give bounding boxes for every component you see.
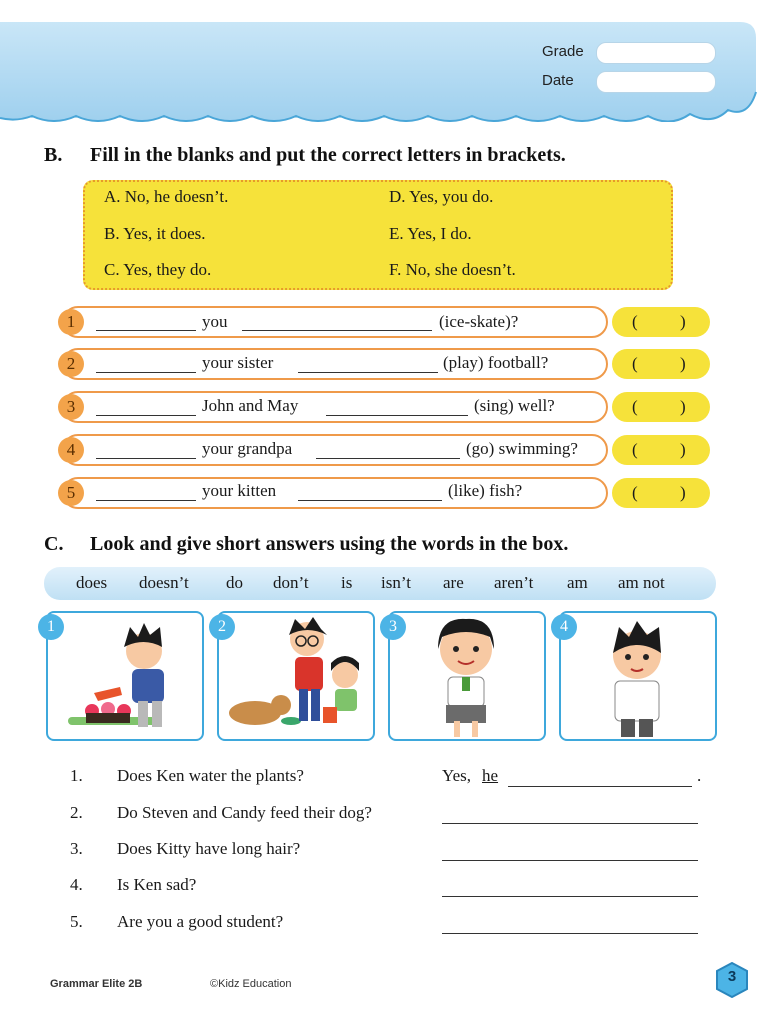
question-1-subject: you	[202, 312, 228, 331]
question-row-1	[62, 306, 608, 338]
girl-short-hair-illustration	[390, 613, 544, 739]
page-number: 3	[727, 968, 737, 985]
option-e: E. Yes, I do.	[389, 224, 472, 243]
bracket-open-4: (	[632, 440, 638, 459]
word-bank-item: am	[567, 573, 588, 592]
c-question-3-text: Does Kitty have long hair?	[117, 839, 301, 858]
c-question-number-3: 3.	[70, 839, 83, 858]
word-bank-item: are	[443, 573, 464, 592]
c-question-4-text: Is Ken sad?	[117, 875, 197, 894]
question-number-3: 3	[58, 394, 84, 420]
c-question-2-text: Do Steven and Candy feed their dog?	[117, 803, 372, 822]
question-number-4: 4	[58, 437, 84, 463]
bracket-close-3: )	[680, 397, 686, 416]
picture-frame-3	[388, 611, 546, 741]
word-bank-item: do	[226, 573, 243, 592]
bracket-close-1: )	[680, 312, 686, 331]
picture-number-1: 1	[38, 614, 64, 640]
question-3-hint: (sing) well?	[474, 396, 555, 415]
word-bank-item: is	[341, 573, 353, 592]
bracket-open-5: (	[632, 483, 638, 502]
bracket-close-5: )	[680, 483, 686, 502]
footer-copyright: ©Kidz Education	[210, 978, 292, 990]
c-answer-line-2[interactable]	[442, 823, 698, 824]
question-3-subject: John and May	[202, 396, 299, 415]
children-feeding-dog-illustration	[219, 613, 373, 739]
c-answer-1-prefix: Yes,	[442, 766, 471, 785]
date-field[interactable]	[596, 71, 716, 93]
blank-2b[interactable]	[298, 372, 438, 373]
picture-number-3: 3	[380, 614, 406, 640]
grade-field[interactable]	[596, 42, 716, 64]
option-b: B. Yes, it does.	[104, 224, 206, 243]
c-answer-line-1[interactable]	[508, 786, 692, 787]
picture-frame-1	[46, 611, 204, 741]
c-question-number-4: 4.	[70, 875, 83, 894]
bracket-open-3: (	[632, 397, 638, 416]
blank-3a[interactable]	[96, 415, 196, 416]
c-question-number-5: 5.	[70, 912, 83, 931]
question-2-subject: your sister	[202, 353, 274, 372]
option-f: F. No, she doesn’t.	[389, 260, 516, 279]
question-4-subject: your grandpa	[202, 439, 293, 458]
c-question-1-text: Does Ken water the plants?	[117, 766, 304, 785]
c-answer-1-end: .	[697, 766, 702, 785]
boy-watering-plants-illustration	[48, 613, 202, 739]
grade-label: Grade	[542, 43, 584, 60]
question-number-5: 5	[58, 480, 84, 506]
bracket-open-1: (	[632, 312, 638, 331]
picture-number-4: 4	[551, 614, 577, 640]
date-label: Date	[542, 72, 574, 89]
word-bank-item: aren’t	[494, 573, 534, 592]
answer-bracket-5[interactable]	[612, 478, 710, 508]
answer-bracket-4[interactable]	[612, 435, 710, 465]
question-number-1: 1	[58, 309, 84, 335]
blank-1b[interactable]	[242, 330, 432, 331]
question-5-subject: your kitten	[202, 481, 277, 500]
answer-bracket-1[interactable]	[612, 307, 710, 337]
option-c: C. Yes, they do.	[104, 260, 212, 279]
section-c-letter: C.	[44, 533, 64, 555]
bracket-close-4: )	[680, 440, 686, 459]
section-b-title: Fill in the blanks and put the correct letters in brackets.	[90, 144, 566, 166]
blank-4a[interactable]	[96, 458, 196, 459]
bracket-open-2: (	[632, 354, 638, 373]
answer-bracket-2[interactable]	[612, 349, 710, 379]
word-bank-item: does	[76, 573, 108, 592]
blank-3b[interactable]	[326, 415, 468, 416]
section-c-title: Look and give short answers using the words in the box.	[90, 533, 569, 555]
blank-5a[interactable]	[96, 500, 196, 501]
c-answer-line-3[interactable]	[442, 860, 698, 861]
word-bank-item: am not	[618, 573, 665, 592]
picture-frame-2	[217, 611, 375, 741]
word-bank-item: doesn’t	[139, 573, 189, 592]
question-2-hint: (play) football?	[443, 353, 549, 372]
blank-2a[interactable]	[96, 372, 196, 373]
question-1-hint: (ice-skate)?	[439, 312, 519, 331]
question-row-5	[62, 477, 608, 509]
c-answer-1-example: he	[482, 766, 499, 785]
picture-number-2: 2	[209, 614, 235, 640]
c-answer-line-4[interactable]	[442, 896, 698, 897]
question-5-hint: (like) fish?	[448, 481, 523, 500]
option-d: D. Yes, you do.	[389, 187, 494, 206]
section-b-letter: B.	[44, 144, 63, 166]
boy-smiling-illustration	[561, 613, 715, 739]
word-bank-item: don’t	[273, 573, 309, 592]
c-question-5-text: Are you a good student?	[117, 912, 284, 931]
word-bank-item: isn’t	[381, 573, 411, 592]
option-a: A. No, he doesn’t.	[104, 187, 229, 206]
picture-frame-4	[559, 611, 717, 741]
blank-4b[interactable]	[316, 458, 460, 459]
footer-book-title: Grammar Elite 2B	[50, 978, 143, 990]
blank-1a[interactable]	[96, 330, 196, 331]
c-answer-line-5[interactable]	[442, 933, 698, 934]
bracket-close-2: )	[680, 354, 686, 373]
answer-bracket-3[interactable]	[612, 392, 710, 422]
blank-5b[interactable]	[298, 500, 442, 501]
c-question-number-1: 1.	[70, 766, 83, 785]
c-question-number-2: 2.	[70, 803, 83, 822]
question-number-2: 2	[58, 351, 84, 377]
question-4-hint: (go) swimming?	[466, 439, 578, 458]
